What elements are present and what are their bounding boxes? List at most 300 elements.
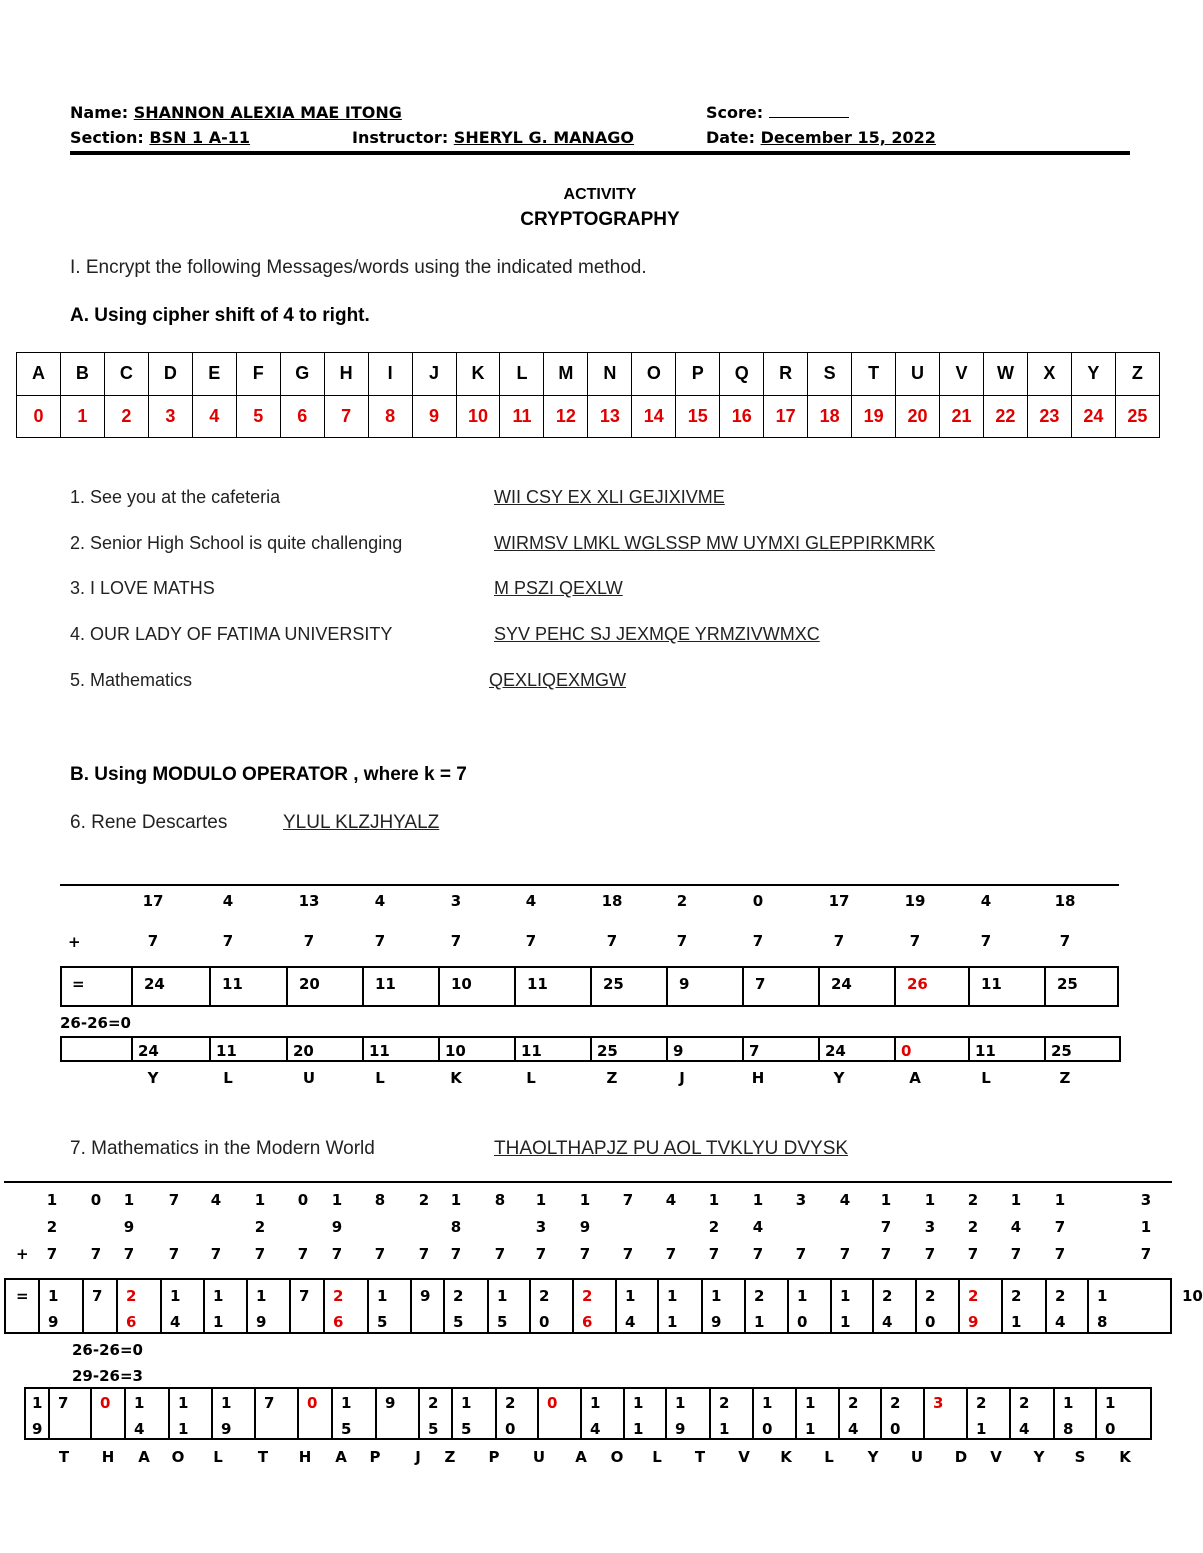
q7-mod-divider	[1095, 1387, 1097, 1440]
q7-sum1-value: 2	[882, 1287, 893, 1305]
q7-sum-divider	[82, 1278, 84, 1334]
q7-mod-divider	[623, 1387, 625, 1440]
q7-sum2-value: 1	[754, 1313, 765, 1331]
q7-mod-divider	[168, 1387, 170, 1440]
instructor-value: SHERYL G. MANAGO	[453, 128, 635, 147]
q7-mod1-value: 0	[547, 1394, 558, 1412]
q6-sum-divider	[514, 966, 516, 1007]
equals-sign: =	[72, 975, 85, 993]
q6-letter: A	[909, 1069, 921, 1087]
q7-sum1-value: 1	[797, 1287, 808, 1305]
q7-sum2-value: 1	[667, 1313, 678, 1331]
q7-mod2-value: 1	[178, 1420, 189, 1438]
q7-sum-divider	[38, 1278, 40, 1334]
q7-sum-divider	[246, 1278, 248, 1334]
q7-k-value: 7	[254, 1245, 266, 1263]
q7-mod-divider	[752, 1387, 754, 1440]
q6-sum-divider	[438, 966, 440, 1007]
q6-mod-divider	[1119, 1036, 1121, 1062]
q6-sum-value: 20	[299, 975, 320, 993]
q7-sum-divider	[615, 1278, 617, 1334]
q6-mod-divider	[286, 1036, 288, 1062]
q7-mod1-value: 1	[178, 1394, 189, 1412]
q6-sum-divider	[362, 966, 364, 1007]
q7-mod-divider	[297, 1387, 299, 1440]
q7-sum1-value: 2	[539, 1287, 550, 1305]
q7-mod2-value: 1	[633, 1420, 644, 1438]
q7-sum-divider	[1087, 1278, 1089, 1334]
q7-top2-value: 8	[450, 1218, 462, 1236]
date-value: December 15, 2022	[760, 128, 936, 147]
alphabet-number-cell: 0	[17, 395, 61, 438]
q7-top-rule	[4, 1181, 1172, 1183]
q7-mod2-value: 9	[675, 1420, 686, 1438]
q7-k-value: 7	[880, 1245, 892, 1263]
q7-k-value: 7	[494, 1245, 506, 1263]
alphabet-letter-cell: G	[280, 353, 324, 396]
alphabet-letter-cell: K	[456, 353, 500, 396]
q7-mod2-value: 1	[719, 1420, 730, 1438]
q7-sum-divider	[203, 1278, 205, 1334]
q7-mod-divider	[880, 1387, 882, 1440]
q6-top-value: 13	[298, 892, 320, 910]
alphabet-number-cell: 8	[368, 395, 412, 438]
alphabet-letter-cell: P	[676, 353, 720, 396]
q7-sum-divider	[915, 1278, 917, 1334]
q6-k-value: 7	[980, 932, 992, 950]
q6-letter: Z	[1059, 1069, 1071, 1087]
alphabet-letter-cell: H	[324, 353, 368, 396]
q6-mod-value: 9	[673, 1042, 684, 1060]
alphabet-number-cell: 7	[324, 395, 368, 438]
q6-top-value: 4	[222, 892, 234, 910]
q7-mod-divider	[1053, 1387, 1055, 1440]
q7-top1-value: 3	[1140, 1191, 1152, 1209]
q7-mod2-value: 4	[1019, 1420, 1030, 1438]
q7-top1-value: 3	[795, 1191, 807, 1209]
q6-sum-value: 9	[679, 975, 690, 993]
answer-text: SYV PEHC SJ JEXMQE YRMZIVWMXC	[494, 624, 820, 644]
q7-mod-divider	[24, 1387, 26, 1440]
equals-sign: =	[16, 1287, 29, 1305]
q7-mod1-value: 1	[675, 1394, 686, 1412]
q7-answer: THAOLTHAPJZ PU AOL TVKLYU DVYSK	[494, 1138, 849, 1159]
q7-k-value: 7	[924, 1245, 936, 1263]
q7-mod1-value: 9	[385, 1394, 396, 1412]
alphabet-number-cell: 18	[808, 395, 852, 438]
q7-mod-divider	[375, 1387, 377, 1440]
q7-mod2-value: 0	[505, 1420, 516, 1438]
q7-mod1-value: 2	[976, 1394, 987, 1412]
q7-k-value: 7	[90, 1245, 102, 1263]
q7-letter: K	[1119, 1448, 1131, 1466]
q7-k-value: 7	[1140, 1245, 1152, 1263]
q7-top2-value: 9	[123, 1218, 135, 1236]
alphabet-letter-cell: Z	[1115, 353, 1159, 396]
q7-mod1-value: 3	[933, 1394, 944, 1412]
q7-k-value: 7	[708, 1245, 720, 1263]
q6-mod-divider	[742, 1036, 744, 1062]
q7-mod1-value: 7	[58, 1394, 69, 1412]
alphabet-number-cell: 12	[544, 395, 588, 438]
q7-letter: S	[1074, 1448, 1086, 1466]
alphabet-letter-cell: W	[983, 353, 1027, 396]
q7-sum1-value: 1	[667, 1287, 678, 1305]
q7-top2-value: 7	[1054, 1218, 1066, 1236]
q6-sum-value: 25	[1057, 975, 1078, 993]
q6-mod-divider	[514, 1036, 516, 1062]
alphabet-number-cell: 23	[1027, 395, 1071, 438]
q6-letter: J	[679, 1069, 685, 1087]
q7-mod-divider	[451, 1387, 453, 1440]
q7-letter: V	[990, 1448, 1002, 1466]
q6-k-value: 7	[606, 932, 618, 950]
q6-mod-value: 20	[293, 1042, 314, 1060]
alphabet-letter-cell: T	[852, 353, 896, 396]
q7-mod1-value: 0	[307, 1394, 318, 1412]
q7-sum2-value: 5	[377, 1313, 388, 1331]
q7-sum2-value: 4	[1055, 1313, 1066, 1331]
q7-mod-bottom-rule	[24, 1438, 1152, 1440]
q7-sum2-value: 0	[797, 1313, 808, 1331]
q7-sum1-value: 2	[126, 1287, 137, 1305]
q7-k-value: 7	[210, 1245, 222, 1263]
q7-k-value: 7	[967, 1245, 979, 1263]
q6-mod-divider	[209, 1036, 211, 1062]
q7-mod-divider	[580, 1387, 582, 1440]
alphabet-number-cell: 6	[280, 395, 324, 438]
q6-sum-value: 26	[907, 975, 928, 993]
q7-sum1-value: 9	[420, 1287, 431, 1305]
score-blank	[769, 103, 849, 118]
q7-sum2-value: 4	[625, 1313, 636, 1331]
q7-k-value: 7	[752, 1245, 764, 1263]
q7-mod-divider	[211, 1387, 213, 1440]
q6-mod-value: 11	[975, 1042, 996, 1060]
q6-sum-divider	[666, 966, 668, 1007]
q6-mod-divider	[968, 1036, 970, 1062]
q6-answer: YLUL KLZJHYALZ	[283, 812, 440, 833]
q7-mod-divider	[795, 1387, 797, 1440]
q7-top1-value: 1	[1010, 1191, 1022, 1209]
q7-top1-value: 0	[90, 1191, 102, 1209]
cryptography-title: CRYPTOGRAPHY	[520, 209, 680, 230]
q6-top-value: 2	[676, 892, 688, 910]
q7-sum-divider	[1001, 1278, 1003, 1334]
q7-sum-divider	[958, 1278, 960, 1334]
alphabet-number-cell: 16	[720, 395, 764, 438]
q6-sum-divider	[818, 966, 820, 1007]
q7-mod-divider	[495, 1387, 497, 1440]
answer-text: WIRMSV LMKL WGLSSP MW UYMXI GLEPPIRKMRK	[494, 533, 936, 553]
q7-top1-value: 4	[839, 1191, 851, 1209]
plus-sign: +	[16, 1245, 29, 1263]
alphabet-number-cell: 4	[192, 395, 236, 438]
q7-sum-divider	[160, 1278, 162, 1334]
q7-top2-value: 4	[1010, 1218, 1022, 1236]
alphabet-number-cell: 14	[632, 395, 676, 438]
q6-mod-divider	[60, 1036, 62, 1062]
q7-mod2-value: 4	[848, 1420, 859, 1438]
q7-mod1-value: 2	[428, 1394, 439, 1412]
q7-letter: L	[213, 1448, 223, 1466]
q7-sum1-value: 1	[213, 1287, 224, 1305]
q7-k-value: 7	[579, 1245, 591, 1263]
q7-top2-value: 1	[1140, 1218, 1152, 1236]
q7-mod-divider	[124, 1387, 126, 1440]
q6-k-value: 7	[909, 932, 921, 950]
q7-sum2-value: 6	[582, 1313, 593, 1331]
q6-top-value: 0	[752, 892, 764, 910]
q6-mod-divider	[131, 1036, 133, 1062]
q7-letter: L	[652, 1448, 662, 1466]
q7-mod-divider	[90, 1387, 92, 1440]
alphabet-letter-cell: C	[104, 353, 148, 396]
alphabet-number-cell: 19	[852, 395, 896, 438]
q7-mod2-value: 9	[221, 1420, 232, 1438]
q7-mod1-value: 7	[264, 1394, 275, 1412]
q7-letter: L	[824, 1448, 834, 1466]
q6-k-value: 7	[450, 932, 462, 950]
alphabet-letter-cell: Y	[1071, 353, 1115, 396]
score-field: Score:	[706, 103, 849, 122]
q7-mod2-value: 5	[461, 1420, 472, 1438]
q6-sum-divider	[894, 966, 896, 1007]
answer-text: M PSZI QEXLW	[494, 578, 623, 598]
alphabet-letter-cell: E	[192, 353, 236, 396]
alphabet-number-cell: 20	[896, 395, 940, 438]
q6-letter: H	[751, 1069, 765, 1087]
q7-sum1-value: 1	[497, 1287, 508, 1305]
q7-mod2-value: 1	[805, 1420, 816, 1438]
q7-k-value: 7	[123, 1245, 135, 1263]
q7-sum-divider	[701, 1278, 703, 1334]
q7-sum2-value: 0	[539, 1313, 550, 1331]
q6-top-value: 4	[980, 892, 992, 910]
q7-top2-value: 3	[535, 1218, 547, 1236]
q7-sum2-value: 6	[333, 1313, 344, 1331]
q7-sum1-value: 10	[1182, 1287, 1203, 1305]
q6-sum-divider	[590, 966, 592, 1007]
alphabet-number-cell: 21	[940, 395, 984, 438]
q6-k-value: 7	[1059, 932, 1071, 950]
q7-sum2-value: 0	[925, 1313, 936, 1331]
q7-sum1-value: 1	[377, 1287, 388, 1305]
section-value: BSN 1 A-11	[149, 128, 251, 147]
q6-top-value: 18	[601, 892, 623, 910]
q6-mod-value: 0	[901, 1042, 912, 1060]
q7-mod2-value: 0	[762, 1420, 773, 1438]
q6-letter: U	[302, 1069, 316, 1087]
q6-k-value: 7	[833, 932, 845, 950]
q6-letter: L	[526, 1069, 536, 1087]
q7-sum2-value: 5	[453, 1313, 464, 1331]
q7-prompt: 7. Mathematics in the Modern World	[70, 1138, 375, 1159]
q7-top1-value: 1	[254, 1191, 266, 1209]
student-name: SHANNON ALEXIA MAE ITONG	[133, 103, 402, 122]
q6-sum-value: 11	[222, 975, 243, 993]
q6-letter: L	[223, 1069, 233, 1087]
question-text: 4. OUR LADY OF FATIMA UNIVERSITY	[70, 624, 393, 644]
alphabet-number-cell: 17	[764, 395, 808, 438]
q7-top2-value: 2	[254, 1218, 266, 1236]
q6-top-value: 18	[1054, 892, 1076, 910]
q7-top2-value: 3	[924, 1218, 936, 1236]
q7-sum-divider	[116, 1278, 118, 1334]
q7-letter: A	[138, 1448, 150, 1466]
q7-mod1-value: 1	[341, 1394, 352, 1412]
q6-k-value: 7	[752, 932, 764, 950]
q7-top2-value: 2	[967, 1218, 979, 1236]
q7-sum-divider	[529, 1278, 531, 1334]
q7-k-value: 7	[418, 1245, 430, 1263]
instruction-text: I. Encrypt the following Messages/words using the indicated method.	[70, 257, 647, 278]
q7-mod2-value: 9	[32, 1420, 43, 1438]
alphabet-number-cell: 15	[676, 395, 720, 438]
answer-text: WII CSY EX XLI GEJIXIVME	[494, 487, 725, 507]
q7-top2-value: 2	[46, 1218, 58, 1236]
question-text: 3. I LOVE MATHS	[70, 578, 215, 598]
alphabet-number-cell: 22	[983, 395, 1027, 438]
q7-top1-value: 7	[168, 1191, 180, 1209]
alphabet-letter-cell: X	[1027, 353, 1071, 396]
q7-top1-value: 4	[210, 1191, 222, 1209]
date-label: Date: December 15, 2022	[706, 128, 936, 147]
q7-mod2-value: 8	[1063, 1420, 1074, 1438]
alphabet-letter-cell: F	[236, 353, 280, 396]
q6-k-value: 7	[303, 932, 315, 950]
q7-sum-divider	[323, 1278, 325, 1334]
q7-letter: O	[610, 1448, 624, 1466]
q6-top-rule	[60, 884, 1119, 886]
q7-top2-value: 2	[708, 1218, 720, 1236]
q6-mod-value: 11	[216, 1042, 237, 1060]
q6-sum-value: 24	[831, 975, 852, 993]
q7-letter: Y	[867, 1448, 879, 1466]
alphabet-number-cell: 25	[1115, 395, 1159, 438]
q7-letter: Z	[444, 1448, 456, 1466]
q6-mod-divider	[362, 1036, 364, 1062]
q7-sum-divider	[487, 1278, 489, 1334]
alphabet-number-cell: 13	[588, 395, 632, 438]
q7-sum2-value: 1	[213, 1313, 224, 1331]
q7-top1-value: 0	[297, 1191, 309, 1209]
q7-mod1-value: 1	[221, 1394, 232, 1412]
q6-k-value: 7	[147, 932, 159, 950]
q7-mod-divider	[537, 1387, 539, 1440]
q6-mod-divider	[894, 1036, 896, 1062]
q7-mod1-value: 1	[1105, 1394, 1116, 1412]
q7-mod1-value: 1	[805, 1394, 816, 1412]
q7-top1-value: 1	[535, 1191, 547, 1209]
q6-sum-value: 10	[451, 975, 472, 993]
q7-letter: O	[171, 1448, 185, 1466]
q7-top2-value: 9	[331, 1218, 343, 1236]
q7-sum-divider	[872, 1278, 874, 1334]
q7-k-value: 7	[795, 1245, 807, 1263]
q6-mod-divider	[438, 1036, 440, 1062]
q7-letter: H	[101, 1448, 115, 1466]
q7-mod-divider	[331, 1387, 333, 1440]
q6-letter: L	[375, 1069, 385, 1087]
q6-sum-divider	[209, 966, 211, 1007]
q7-top1-value: 1	[579, 1191, 591, 1209]
q7-mod-divider	[254, 1387, 256, 1440]
q7-mod1-value: 1	[32, 1394, 43, 1412]
q6-top-value: 3	[450, 892, 462, 910]
alphabet-letter-cell: M	[544, 353, 588, 396]
q7-mod1-value: 1	[134, 1394, 145, 1412]
q6-k-value: 7	[374, 932, 386, 950]
answer-text: QEXLIQEXMGW	[489, 670, 627, 690]
q7-letter: P	[369, 1448, 381, 1466]
alphabet-number-cell: 1	[60, 395, 104, 438]
q6-mod-divider	[818, 1036, 820, 1062]
q6-mod-value: 11	[521, 1042, 542, 1060]
q7-note1: 26-26=0	[72, 1341, 143, 1359]
q7-k-value: 7	[1054, 1245, 1066, 1263]
q7-sum1-value: 1	[256, 1287, 267, 1305]
q7-top1-value: 8	[374, 1191, 386, 1209]
q7-letter: J	[415, 1448, 421, 1466]
q7-letter: A	[575, 1448, 587, 1466]
instructor-label: Instructor: SHERYL G. MANAGO	[352, 128, 635, 147]
question-text: 1. See you at the cafeteria	[70, 487, 281, 507]
q7-sum-divider	[1045, 1278, 1047, 1334]
q7-sum2-value: 1	[1011, 1313, 1022, 1331]
q6-mod-value: 7	[749, 1042, 760, 1060]
q6-sum-value: 11	[375, 975, 396, 993]
q7-sum-divider	[410, 1278, 412, 1334]
alphabet-letter-cell: I	[368, 353, 412, 396]
q7-sum-divider	[787, 1278, 789, 1334]
alphabet-letter-cell: Q	[720, 353, 764, 396]
q7-sum-divider	[830, 1278, 832, 1334]
q7-mod1-value: 2	[890, 1394, 901, 1412]
q7-sum-divider	[289, 1278, 291, 1334]
q7-sum1-value: 1	[625, 1287, 636, 1305]
q7-top1-value: 1	[708, 1191, 720, 1209]
q7-sum2-value: 4	[170, 1313, 181, 1331]
q6-prompt: 6. Rene Descartes	[70, 812, 228, 833]
q6-top-value: 17	[828, 892, 850, 910]
q7-sum2-value: 9	[968, 1313, 979, 1331]
q7-k-value: 7	[331, 1245, 343, 1263]
q7-note2: 29-26=3	[72, 1367, 143, 1385]
alphabet-letter-cell: J	[412, 353, 456, 396]
q7-letter: H	[298, 1448, 312, 1466]
section-label: Section: BSN 1 A-11	[70, 128, 251, 147]
alphabet-letter-cell: B	[60, 353, 104, 396]
q6-mod-value: 25	[1051, 1042, 1072, 1060]
q7-top1-value: 1	[450, 1191, 462, 1209]
q7-mod1-value: 1	[461, 1394, 472, 1412]
q7-mod-divider	[1150, 1387, 1152, 1440]
q7-sum1-value: 2	[582, 1287, 593, 1305]
q7-mod2-value: 5	[341, 1420, 352, 1438]
q7-sum2-value: 9	[711, 1313, 722, 1331]
alphabet-numbers-row	[17, 395, 1160, 438]
q6-sum-value: 7	[755, 975, 766, 993]
q7-mod2-value: 0	[1105, 1420, 1116, 1438]
q7-letter: P	[488, 1448, 500, 1466]
q6-sum-value: 24	[144, 975, 165, 993]
q6-top-value: 17	[142, 892, 164, 910]
q6-mod-divider	[1044, 1036, 1046, 1062]
q7-sum1-value: 2	[453, 1287, 464, 1305]
q7-letter: U	[532, 1448, 546, 1466]
q7-k-value: 7	[535, 1245, 547, 1263]
